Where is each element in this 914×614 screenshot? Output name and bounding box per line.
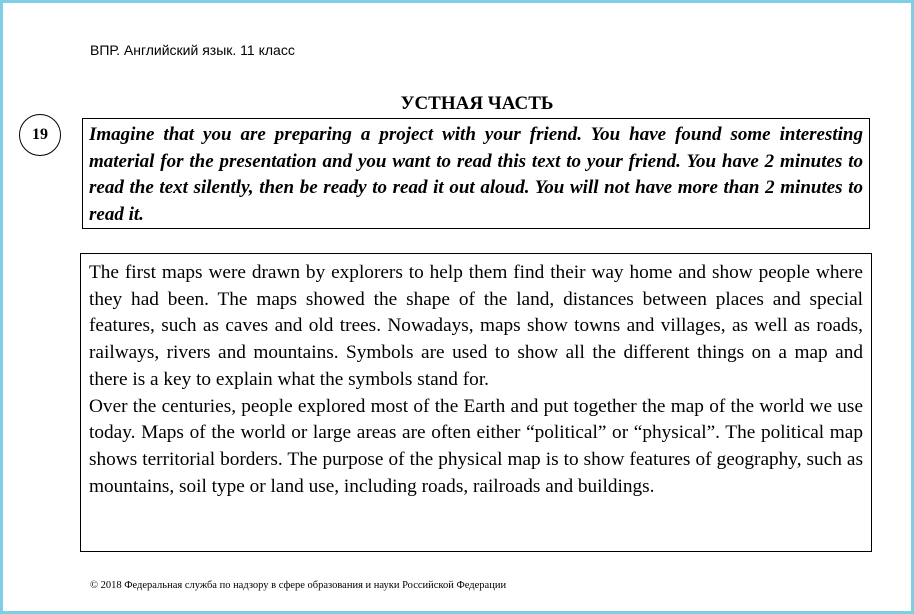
task-number-badge	[19, 114, 61, 156]
reading-paragraph-2: Over the centuries, people explored most of the Earth and put together the map of the world we use today. Maps of the world or large areas are often either “political” or “physical”. The political map shows territorial borders. The purpose of the physical map is to show features of geography, such as mountains, soil type or land use, including roads, railroads and buildings.	[89, 395, 863, 497]
task-number: 19	[32, 126, 48, 143]
reading-paragraph-1: The first maps were drawn by explorers to help them find their way home and show people where they had been. The maps showed the shape of the land, distances between places and special features, such as caves and old trees. Nowadays, maps show towns and villages, as well as roads, railways, rivers and mountains. Symbols are used to show all the different things on a map and there is a key to explain what the symbols stand for.	[89, 262, 863, 390]
task-instruction: Imagine that you are preparing a project with your friend. You have found some interesting material for the presentation and you want to read this text to your friend. You have 2 minutes to read the text silently, then be ready to read it out aloud. You will not have more than 2 minutes to read it.	[82, 118, 870, 229]
section-title: УСТНАЯ ЧАСТЬ	[400, 93, 554, 114]
document-header: ВПР. Английский язык. 11 класс	[90, 42, 295, 58]
reading-text-box	[80, 253, 872, 552]
copyright-footer: © 2018 Федеральная служба по надзору в сфере образования и науки Российской Федерации	[90, 580, 507, 591]
